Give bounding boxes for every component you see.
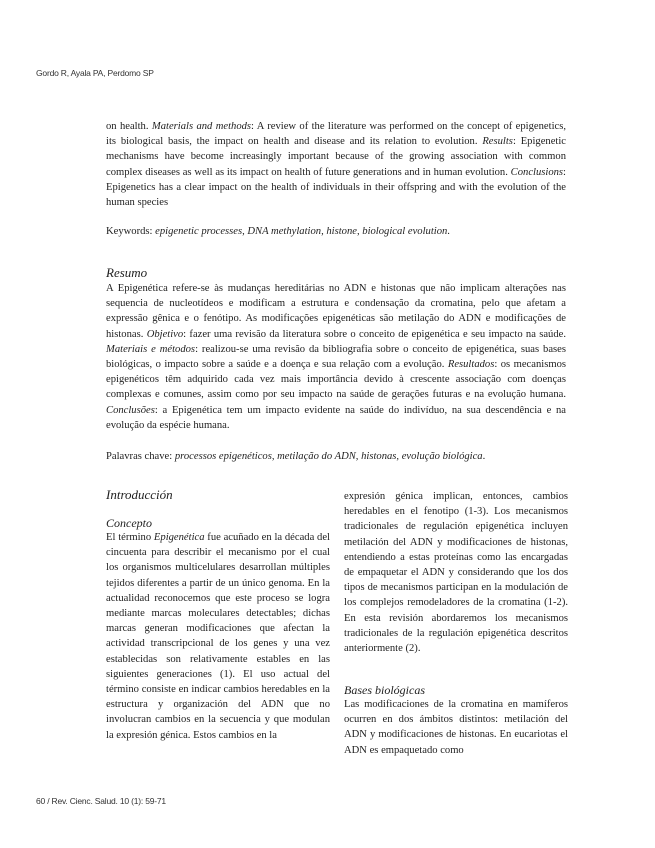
resumo-resultados-label: Resultados bbox=[447, 359, 495, 371]
palavras-terms: processos epigenéticos, metilação do ADN, histonas, evolução biológica bbox=[174, 451, 483, 462]
abstract-text: : A review of the literature was performed on the concept of epigenetics, its biological basis, the impact on health and disease and its relation to evolution. bbox=[106, 121, 566, 148]
resumo-text: : realizou-se uma revisão da bibliografia sobre o conceito de epigenética, suas bases biológicas, o impacto sobre a saúde e a doença e sua relação com a evolução. bbox=[106, 343, 566, 371]
resumo-text: A Epigenética refere-se às mudanças hereditárias no ADN e histonas que não implicam alterações nas sequencia de nucleotídeos e modificam a estrutura e condensação da cromatina, pelo que afetam a expressão gênica e o fenótipo. As modificações epigenéticas são metilação do ADN e modificações de histonas. bbox=[106, 283, 566, 340]
bases-biologicas-heading: Bases biológicas bbox=[344, 683, 425, 697]
right-column-paragraph: expresión génica implican, entonces, cambios heredables en el fenotipo (1-3). Los mecanismos tradicionales de regulación epigenética incluyen metilación del ADN y modificaciones de histonas, entendiendo a estas proteínas como las encargadas de empaquetar el ADN y considerando que los dos tipos de mecanismos participan en la modulación de los complejos remodeladores de la cromatina (1-2). En esta revisión abordaremos los mecanismos tradicionales de la regulación epigenética descritos anteriormente (2). bbox=[344, 491, 568, 655]
bases-paragraph: Las modificaciones de la cromatina en mamíferos ocurren en dos ámbitos distintos: metilación del ADN y modificaciones de histonas. En eucariotas el ADN es empaquetado como bbox=[344, 699, 568, 756]
resumo-conclusoes-label: Conclusões bbox=[106, 404, 155, 416]
abstract-text: : Epigenetics has a clear impact on the health of individuals in their offspring and with the evolution of the human species bbox=[106, 166, 566, 209]
resumo-text: : a Epigenética tem um impacto evidente na saúde do indivíduo, na sua descendência e na evolução da espécie humana. bbox=[106, 404, 566, 431]
right-column-text bbox=[344, 489, 568, 656]
keywords bbox=[106, 224, 566, 239]
abstract-text: on health. bbox=[106, 121, 152, 132]
palavras-chave bbox=[106, 449, 566, 464]
abstract-results-label: Results bbox=[482, 136, 513, 148]
keywords-terms: epigenetic processes, DNA methylation, histone, biological evolution bbox=[155, 226, 448, 237]
introduccion-heading: Introducción bbox=[106, 487, 173, 502]
left-column-text bbox=[106, 530, 330, 743]
keywords-end: . bbox=[447, 226, 450, 237]
palavras-end: . bbox=[482, 451, 486, 462]
resumo-text: : fazer uma revisão da literatura sobre o conceito de epigenética e seu impacto na saúde. bbox=[183, 328, 566, 340]
resumo-paragraph bbox=[106, 281, 566, 433]
abstract-paragraph bbox=[106, 119, 566, 210]
page-footer: 60 / Rev. Cienc. Salud. 10 (1): 59-71 bbox=[36, 796, 166, 806]
keywords-label: Keywords: bbox=[106, 226, 156, 237]
resumo-heading: Resumo bbox=[106, 265, 148, 280]
running-head: Gordo R, Ayala PA, Perdomo SP bbox=[36, 68, 154, 78]
abstract-materials-label: Materials and methods bbox=[151, 121, 252, 132]
resumo-text: : os mecanismos epigenéticos têm adquirido cada vez mais importância devido à crescente associação com doenças complexas e comunes, assim como por seu impacto na saúde de gerações futuras e na evolução humana. bbox=[106, 359, 566, 401]
concepto-heading: Concepto bbox=[106, 516, 152, 530]
concepto-term: Epigenética bbox=[153, 532, 205, 543]
abstract-text: : Epigenetic mechanisms have become increasingly important because of the growing association with common complex diseases as well as its impact on health of future generations and in human evolution. bbox=[106, 136, 566, 178]
resumo-objetivo-label: Objetivo bbox=[146, 328, 184, 340]
resumo-metodos-label: Materiais e métodos bbox=[106, 343, 196, 355]
concepto-text: fue acuñado en la década del cincuenta para describir el mecanismo por el cual los organismos multicelulares desarrollan múltiples tejidos diferentes a partir de un único genoma. En la actualidad reconocemos que este proceso se logra mediante marcas moleculares detectables; dichas marcas generan modificaciones que afectan la actividad transcripcional de los genes y una vez establecidas son relativamente estables en las siguientes generaciones (1). El uso actual del término consiste en indicar cambios heredables en la estructura y organización del ADN que no involucran cambios en la secuencia y que modulan la expresión génica. Estos cambios en la bbox=[106, 532, 330, 741]
concepto-text: El término bbox=[106, 532, 154, 543]
palavras-label: Palavras chave: bbox=[106, 451, 175, 462]
bases-biologicas-text bbox=[344, 697, 568, 758]
abstract-conclusions-label: Conclusions bbox=[510, 166, 564, 178]
